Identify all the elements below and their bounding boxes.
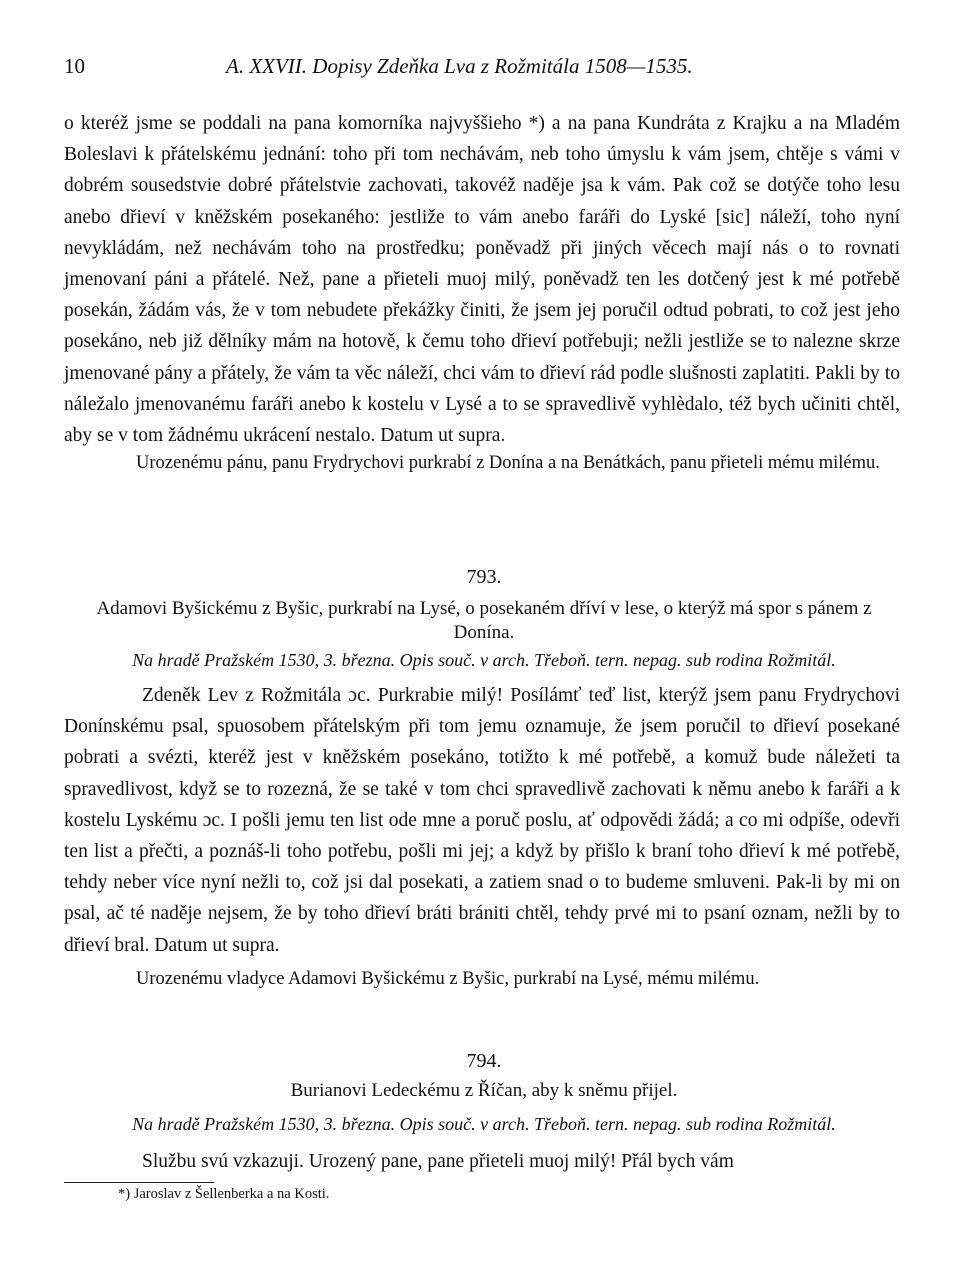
letter-792-continuation: [64, 108, 900, 475]
footnote: *) Jaroslav z Šellenberka a na Kosti.: [118, 1186, 330, 1202]
letter-792-address: Urozenému pánu, panu Frydrychovi purkrabí z Donína a na Benátkách, panu přieteli mému milému.: [136, 453, 880, 474]
footnote-divider: [64, 1182, 214, 1183]
letter-794-summary: Burianovi Ledeckému z Říčan, aby k sněmu přijel.: [290, 1080, 678, 1101]
letter-794-source: Na hradě Pražském 1530, 3. března. Opis souč. v arch. Třeboň. tern. nepag. sub rodina Rožmitál.: [132, 1114, 836, 1134]
page-number: 10: [64, 54, 85, 78]
letter-793-body: [64, 680, 900, 991]
letter-793-address: Urozenému vladyce Adamovi Byšickému z Byšic, purkrabí na Lysé, mému milému.: [136, 968, 760, 989]
letter-793-source: Na hradě Pražském 1530, 3. března. Opis souč. v arch. Třeboň. tern. nepag. sub rodina Rožmitál.: [132, 650, 836, 670]
letter-793-number: 793.: [466, 566, 502, 588]
letter-793-paragraph: Zdeněk Lev z Rožmitála ɔc. Purkrabie milý! Posílámť teď list, kterýž jsem panu Frydrychovi Donínskému psal, spuosobem přátelským při tom jemu oznamuje, že jsem poručil to dřieví posekané pobrati a svézti, kteréž jest v kněžském posekáno, totižto k mé potřebě, a komuž bude náležeti ta spravedlivost, když se to rozezná, že se také v tom chci spravedlivě zachovati k němu anebo k faráři a k kostelu Lyskému ɔc. I pošli jemu ten list ode mne a poruč poslu, ať odpovědi žádá; a co mi odpíše, odevři ten list a přečti, a poznáš-li toho potřebu, pošli mi jej; a když by přišlo k braní toho dřieví k mé potřebě, tehdy neber více nyní nežli to, což jsi dal posekati, a zatiem snad o to budeme smluveni. Pak-li by mi on psal, ač té naděje nejsem, že by toho dřieví bráti brániti chtěl, tehdy prvé mi to psaní oznam, nežli by to dřieví bral. Datum ut supra.: [64, 685, 900, 956]
letter-794-paragraph: Službu svú vzkazuji. Urozený pane, pane přieteli muoj milý! Přál bych vám: [142, 1151, 734, 1172]
page-header: [64, 54, 904, 84]
letter-792-paragraph: o kteréž jsme se poddali na pana komorníka najvyššieho *) a na pana Kundráta z Krajku a na Mladém Boleslavi k přátelskému jednání: toho při tom nechávám, neb toho úmyslu k vám jsem, chtěje s vámi v dobrém sousedstvie dobré přátelstvie zachovati, takovéž naděje jsa k vám. Pak což se dotýče toho lesu anebo dřieví v kněžském posekaného: jestliže to vám anebo faráři do Lyské [sic] náleží, toho nyní nevykládám, než nechávám toho na prostředku; poněvadž při jiných věcech mají nás o to rovnati jmenovaní páni a přátelé. Než, pane a přieteli muoj milý, poněvadž ten les dotčený jest k mé potřebě posekán, žádám vás, že v tom nebudete překážky činiti, že jsem jej poručil odtud pobrati, to což jest jeho posekáno, neb již dělníky mám na hotově, k čemu toho dřieví potřebuji; nežli jestliže se to nalezne skrze jmenované pány a přátely, že vám ta věc náleží, chci vám to dřieví rád podle slušnosti zaplatiti. Pakli by to náležalo jmenovanému faráři anebo k kostelu v Lysé a to se spravedlivě vyhlèdalo, též bych učiniti chtěl, aby se v tom žádnému ukrácení nestalo. Datum ut supra.: [64, 113, 900, 447]
running-head: A. XXVII. Dopisy Zdeňka Lva z Rožmitála 1508—1535.: [226, 54, 693, 78]
letter-794-number: 794.: [466, 1050, 502, 1072]
letter-793-summary: Adamovi Byšickému z Byšic, purkrabí na Lysé, o posekaném dříví v lese, o kterýž má spor s pánem z Donína.: [96, 598, 872, 643]
letter-794-body: [64, 1146, 900, 1177]
